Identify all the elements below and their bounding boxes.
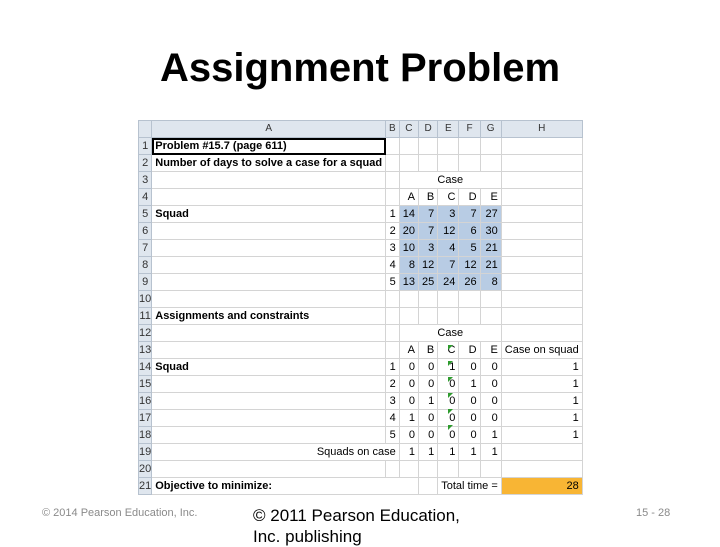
column-header-row [139, 121, 583, 138]
cell[interactable] [386, 308, 400, 325]
column-header[interactable]: G [480, 121, 501, 138]
cell-days[interactable]: 6 [459, 223, 480, 240]
cell[interactable] [501, 274, 582, 291]
cell-assignment[interactable]: 0 [459, 393, 480, 410]
cell[interactable] [418, 308, 437, 325]
cell-indicator-icon [448, 377, 453, 382]
cell[interactable] [501, 155, 582, 172]
cell-case-letter[interactable]: D [459, 342, 480, 359]
cell-problem-label[interactable]: Problem #15.7 (page 611) [152, 138, 386, 155]
sheet-row [139, 138, 583, 155]
cell[interactable] [152, 172, 386, 189]
cell[interactable] [152, 342, 386, 359]
cell-assignment[interactable]: 0 [418, 410, 437, 427]
sheet-row [139, 410, 583, 427]
cell-days[interactable]: 26 [459, 274, 480, 291]
cell-assignment[interactable]: 1 [399, 410, 418, 427]
cell-assignment[interactable]: 0 [399, 359, 418, 376]
cell-total-time-value[interactable]: 28 [501, 478, 582, 495]
cell-case-on-squad[interactable]: 1 [501, 410, 582, 427]
cell-squads-on-case[interactable]: 1 [459, 444, 480, 461]
cell-indicator-icon [448, 345, 453, 350]
cell-case-letter[interactable]: D [459, 189, 480, 206]
select-all-corner[interactable] [139, 121, 152, 138]
row-header[interactable]: 11 [139, 308, 152, 325]
cell-squads-on-case[interactable]: 1 [418, 444, 437, 461]
cell-case-letter[interactable]: E [480, 189, 501, 206]
sheet-row [139, 189, 583, 206]
sheet-row [139, 274, 583, 291]
cell[interactable] [501, 223, 582, 240]
cell-squad-number[interactable]: 2 [386, 376, 400, 393]
column-header[interactable]: B [386, 121, 400, 138]
sheet-row [139, 444, 583, 461]
row-header[interactable]: 10 [139, 291, 152, 308]
cell-days[interactable]: 14 [399, 206, 418, 223]
sheet-row [139, 325, 583, 342]
cell[interactable] [459, 461, 480, 478]
cell-days[interactable]: 3 [418, 240, 437, 257]
cell-assignment[interactable]: 0 [480, 359, 501, 376]
cell[interactable] [152, 461, 386, 478]
cell[interactable] [438, 461, 459, 478]
spreadsheet-grid [138, 120, 583, 495]
row-header[interactable]: 7 [139, 240, 152, 257]
cell[interactable] [501, 461, 582, 478]
row-header[interactable]: 21 [139, 478, 152, 495]
cell-days[interactable]: 8 [399, 257, 418, 274]
sheet-row [139, 291, 583, 308]
cell-days[interactable]: 7 [459, 206, 480, 223]
row-header[interactable]: 1 [139, 138, 152, 155]
row-header[interactable]: 19 [139, 444, 152, 461]
cell-assignment[interactable]: 0 [480, 376, 501, 393]
cell-squads-on-case-label[interactable]: Squads on case [152, 444, 399, 461]
cell-case-letter[interactable]: A [399, 342, 418, 359]
cell-squad-number[interactable]: 5 [386, 274, 400, 291]
cell[interactable] [418, 155, 437, 172]
cell[interactable] [386, 189, 400, 206]
cell[interactable] [418, 478, 437, 495]
cell[interactable] [399, 461, 418, 478]
cell-squad-number[interactable]: 2 [386, 223, 400, 240]
sheet-row [139, 427, 583, 444]
cell-days[interactable]: 21 [480, 257, 501, 274]
column-header[interactable]: H [501, 121, 582, 138]
cell-assignment[interactable]: 0 [399, 393, 418, 410]
cell[interactable] [438, 291, 459, 308]
cell[interactable] [480, 138, 501, 155]
column-header[interactable]: C [399, 121, 418, 138]
cell-days[interactable]: 12 [418, 257, 437, 274]
cell-assignment[interactable]: 0 [459, 427, 480, 444]
sheet-row [139, 223, 583, 240]
cell[interactable] [418, 291, 437, 308]
cell-days[interactable]: 8 [480, 274, 501, 291]
cell-indicator-icon [448, 393, 453, 398]
cell[interactable] [152, 410, 386, 427]
row-header[interactable]: 14 [139, 359, 152, 376]
cell-days[interactable]: 12 [438, 223, 459, 240]
cell-days[interactable]: 10 [399, 240, 418, 257]
cell[interactable] [152, 291, 386, 308]
cell-objective-label[interactable]: Objective to minimize: [152, 478, 419, 495]
copyright-footer: © 2014 Pearson Education, Inc. [42, 507, 198, 519]
cell[interactable] [152, 189, 386, 206]
row-header[interactable]: 9 [139, 274, 152, 291]
cell-squad-label[interactable]: Squad [152, 206, 386, 223]
cell-assignment[interactable]: 0 [438, 410, 459, 427]
cell[interactable] [386, 325, 400, 342]
cell-assignment[interactable]: 0 [459, 359, 480, 376]
row-header[interactable]: 20 [139, 461, 152, 478]
column-header[interactable]: D [418, 121, 437, 138]
cell-squad-number[interactable]: 4 [386, 410, 400, 427]
row-header[interactable]: 4 [139, 189, 152, 206]
cell-total-time-label[interactable]: Total time = [438, 478, 502, 495]
cell-squad-number[interactable]: 1 [386, 359, 400, 376]
row-header[interactable]: 13 [139, 342, 152, 359]
cell[interactable] [399, 138, 418, 155]
cell[interactable] [152, 240, 386, 257]
cell-assignment[interactable]: 1 [438, 359, 459, 376]
cell[interactable] [399, 308, 418, 325]
cell-days[interactable]: 7 [438, 257, 459, 274]
sheet-row [139, 206, 583, 223]
cell-assignment[interactable]: 0 [418, 427, 437, 444]
cell-assignment[interactable]: 0 [438, 427, 459, 444]
cell-squad-label[interactable]: Squad [152, 359, 386, 376]
cell[interactable] [501, 444, 582, 461]
sheet-row [139, 478, 583, 495]
cell[interactable] [438, 155, 459, 172]
cell[interactable] [501, 172, 582, 189]
cell-assignment[interactable]: 1 [480, 427, 501, 444]
cell-case-letter[interactable]: C [438, 189, 459, 206]
row-header[interactable]: 3 [139, 172, 152, 189]
cell[interactable] [459, 308, 480, 325]
cell[interactable] [152, 274, 386, 291]
cell[interactable] [501, 240, 582, 257]
cell-case-on-squad[interactable]: 1 [501, 376, 582, 393]
cell[interactable] [501, 308, 582, 325]
cell-case-letter[interactable]: B [418, 342, 437, 359]
cell-squads-on-case[interactable]: 1 [438, 444, 459, 461]
cell-squad-number[interactable]: 5 [386, 427, 400, 444]
sheet-row [139, 461, 583, 478]
cell-assignments-title[interactable]: Assignments and constraints [152, 308, 386, 325]
cell-days[interactable]: 12 [459, 257, 480, 274]
spreadsheet-screenshot [138, 120, 579, 494]
cell-case-header[interactable]: Case [399, 172, 501, 189]
row-header[interactable]: 6 [139, 223, 152, 240]
row-header[interactable]: 17 [139, 410, 152, 427]
cell[interactable] [399, 155, 418, 172]
cell[interactable] [480, 155, 501, 172]
cell-assignment[interactable]: 0 [438, 393, 459, 410]
cell-assignment[interactable]: 1 [418, 393, 437, 410]
cell-assignment[interactable]: 0 [418, 359, 437, 376]
column-header[interactable]: A [152, 121, 386, 138]
cell-days[interactable]: 20 [399, 223, 418, 240]
cell-squads-on-case[interactable]: 1 [399, 444, 418, 461]
cell-assignment[interactable]: 0 [480, 393, 501, 410]
cell[interactable] [152, 257, 386, 274]
cell-days[interactable]: 25 [418, 274, 437, 291]
cell-assignment[interactable]: 0 [438, 376, 459, 393]
cell[interactable] [386, 172, 400, 189]
row-header[interactable]: 18 [139, 427, 152, 444]
cell-case-letter[interactable]: A [399, 189, 418, 206]
row-header[interactable]: 12 [139, 325, 152, 342]
cell-days[interactable]: 30 [480, 223, 501, 240]
cell-days[interactable]: 7 [418, 206, 437, 223]
sheet-row [139, 172, 583, 189]
cell-assignment[interactable]: 0 [418, 376, 437, 393]
sheet-row [139, 308, 583, 325]
sheet-row [139, 393, 583, 410]
cell-indicator-icon [448, 361, 453, 366]
slide-title: Assignment Problem [159, 46, 561, 90]
cell[interactable] [386, 342, 400, 359]
cell-assignment[interactable]: 0 [399, 376, 418, 393]
cell[interactable] [501, 138, 582, 155]
cell-days[interactable]: 13 [399, 274, 418, 291]
row-header[interactable]: 5 [139, 206, 152, 223]
cell[interactable] [459, 155, 480, 172]
column-header[interactable]: E [438, 121, 459, 138]
sheet-row [139, 359, 583, 376]
cell-case-on-squad[interactable]: 1 [501, 393, 582, 410]
cell-case-on-squad-label[interactable]: Case on squad [501, 342, 582, 359]
cell[interactable] [501, 257, 582, 274]
cell[interactable] [501, 206, 582, 223]
sheet-row [139, 257, 583, 274]
cell-case-header[interactable]: Case [399, 325, 501, 342]
cell-days[interactable]: 3 [438, 206, 459, 223]
cell[interactable] [399, 291, 418, 308]
cell[interactable] [480, 291, 501, 308]
cell-case-letter[interactable]: E [480, 342, 501, 359]
cell[interactable] [501, 291, 582, 308]
publisher-footer: © 2011 Pearson Education, Inc. publishing [253, 506, 460, 546]
cell[interactable] [480, 461, 501, 478]
cell-case-on-squad[interactable]: 1 [501, 359, 582, 376]
cell[interactable] [386, 138, 400, 155]
cell[interactable] [438, 138, 459, 155]
cell-assignment[interactable]: 0 [480, 410, 501, 427]
sheet-row [139, 342, 583, 359]
row-header[interactable]: 8 [139, 257, 152, 274]
sheet-row [139, 376, 583, 393]
cell-days[interactable]: 24 [438, 274, 459, 291]
cell[interactable] [480, 308, 501, 325]
cell[interactable] [501, 189, 582, 206]
cell-days[interactable]: 21 [480, 240, 501, 257]
cell[interactable] [152, 325, 386, 342]
cell-assignment[interactable]: 1 [459, 376, 480, 393]
cell-squad-number[interactable]: 3 [386, 240, 400, 257]
cell-case-letter[interactable]: C [438, 342, 459, 359]
cell[interactable] [418, 138, 437, 155]
cell[interactable] [152, 393, 386, 410]
cell-case-on-squad[interactable]: 1 [501, 427, 582, 444]
cell[interactable] [386, 155, 400, 172]
cell[interactable] [438, 308, 459, 325]
cell[interactable] [152, 427, 386, 444]
cell[interactable] [152, 223, 386, 240]
cell-assignment[interactable]: 0 [399, 427, 418, 444]
row-header[interactable]: 15 [139, 376, 152, 393]
cell[interactable] [459, 138, 480, 155]
cell[interactable] [501, 325, 582, 342]
cell-case-letter[interactable]: B [418, 189, 437, 206]
cell[interactable] [152, 376, 386, 393]
cell-squad-number[interactable]: 1 [386, 206, 400, 223]
cell-days[interactable]: 27 [480, 206, 501, 223]
cell-squads-on-case[interactable]: 1 [480, 444, 501, 461]
cell[interactable] [418, 461, 437, 478]
cell-indicator-icon [448, 425, 453, 430]
column-header[interactable]: F [459, 121, 480, 138]
page-number: 15 - 28 [636, 507, 671, 519]
cell[interactable] [386, 291, 400, 308]
cell[interactable] [459, 291, 480, 308]
cell-squad-number[interactable]: 4 [386, 257, 400, 274]
cell-assignment[interactable]: 0 [459, 410, 480, 427]
cell-days[interactable]: 5 [459, 240, 480, 257]
row-header[interactable]: 16 [139, 393, 152, 410]
sheet-row [139, 155, 583, 172]
cell-days[interactable]: 7 [418, 223, 437, 240]
cell-squad-number[interactable]: 3 [386, 393, 400, 410]
sheet-row [139, 240, 583, 257]
cell-subtitle[interactable]: Number of days to solve a case for a squad [152, 155, 386, 172]
cell-days[interactable]: 4 [438, 240, 459, 257]
row-header[interactable]: 2 [139, 155, 152, 172]
cell-indicator-icon [448, 409, 453, 414]
cell[interactable] [386, 461, 400, 478]
